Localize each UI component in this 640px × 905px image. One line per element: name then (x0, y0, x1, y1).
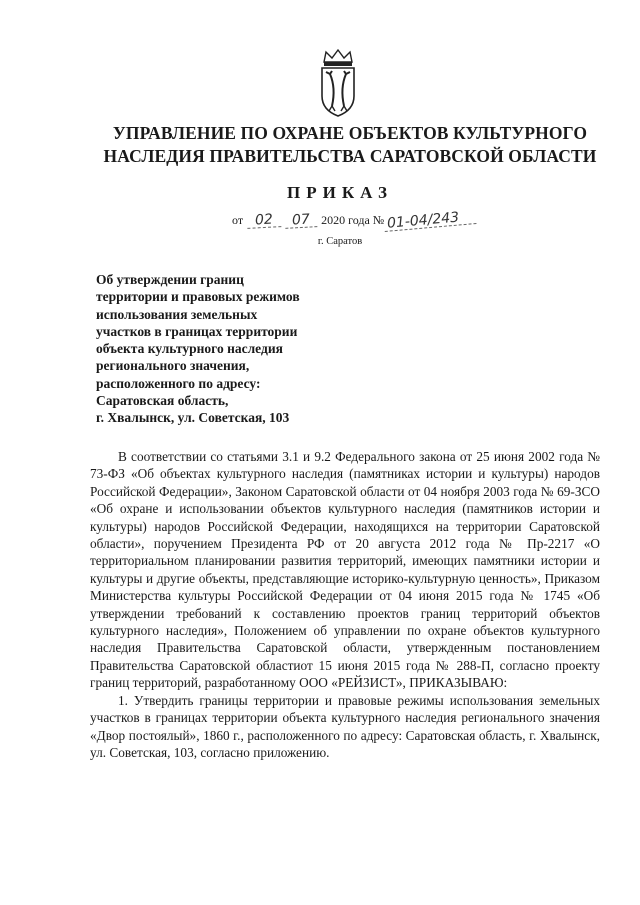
order-month: 07 (285, 212, 318, 229)
subject-line: расположенного по адресу: (96, 375, 261, 391)
document-type-title: ПРИКАЗ (287, 183, 393, 202)
order-date-line (232, 209, 476, 232)
subject-line: использования земельных (96, 306, 258, 322)
order-subject (96, 271, 396, 427)
order-city: г. Саратов (317, 236, 363, 247)
subject-line: Саратовская область, (96, 393, 229, 409)
subject-line: участков в границах территории (96, 323, 298, 339)
organization-title (60, 122, 640, 168)
subject-line: регионального значения, (96, 358, 250, 374)
organization-title-line1: УПРАВЛЕНИЕ ПО ОХРАНЕ ОБЪЕКТОВ КУЛЬТУРНОГО (112, 123, 588, 143)
order-body (90, 448, 600, 761)
subject-line: Об утверждении границ (96, 272, 244, 287)
subject-line: г. Хвалынск, ул. Советская, 103 (96, 410, 290, 426)
clause-1-paragraph: 1. Утвердить границы территории и правовые режимы использования земельных участков в границах территории объекта культурного наследия регионального значения «Двор постоялый», 1860 г., расположенного по адресу: Саратовская область, г. Хвалынск, ул. Советская, 103, согласно приложению. (90, 692, 600, 760)
date-from-label: от (232, 213, 244, 227)
preamble-paragraph: В соответствии со статьями 3.1 и 9.2 Федерального закона от 25 июня 2002 года № 73-ФЗ «Об объектах культурного наследия (памятниках истории и культуры) народов Российской Федерации», Законом Саратовской области от 04 ноября 2003 года № 69-ЗСО «Об охране и использовании объектов культурного наследия (памятников истории и культуры) народов Российской Федерации, находящихся на территории Саратовской области», поручением Президента РФ от 20 августа 2012 года № Пр-2217 «О территориальном планировании развития территорий, имеющих памятники истории и культуры и другие объекты, представляющие историко-культурную ценность», Приказом Министерства культуры Российской Федерации от 04 июня 2015 года № 1745 «Об утверждении требований к составлению проектов границ территорий объектов культурного наследия», Положением об управлении по охране объектов культурного наследия Правительства Саратовской области, утвержденным постановлением Правительства Саратовской областиот 15 июня 2015 года № 288-П, согласно проекту границ территорий, разработанному ООО «РЕЙЗИСТ», ПРИКАЗЫВАЮ: (90, 449, 600, 691)
order-year-label: 2020 года № (321, 213, 385, 227)
subject-line: объекта культурного наследия (96, 341, 283, 357)
saratov-coat-of-arms-icon (316, 48, 360, 118)
subject-line: территории и правовых режимов (96, 289, 300, 305)
organization-title-line2: НАСЛЕДИЯ ПРАВИТЕЛЬСТВА САРАТОВСКОЙ ОБЛАСТИ (103, 146, 597, 166)
order-number: 01-04/243 (384, 209, 477, 232)
order-day: 02 (247, 212, 282, 229)
